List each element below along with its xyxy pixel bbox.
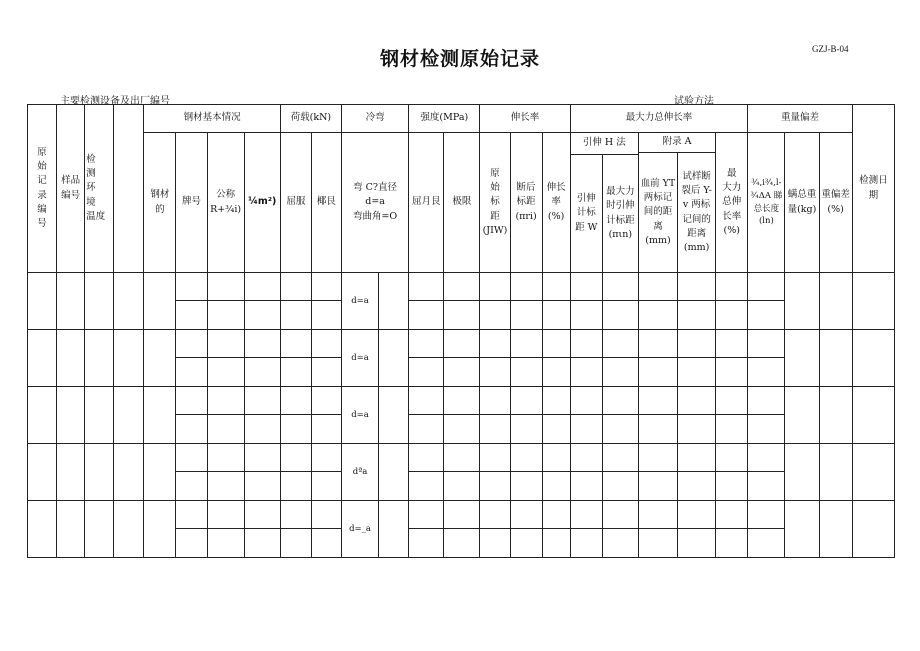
nominal-diameter-header: 公称 R+¾i) xyxy=(207,133,244,273)
after-gauge-cell[interactable] xyxy=(510,330,542,358)
sample-length-cell[interactable] xyxy=(748,472,785,501)
max-total-elongation-cell[interactable] xyxy=(716,273,748,301)
tensile-strength-header: 极限 xyxy=(444,133,480,273)
test-date-cell[interactable] xyxy=(852,273,894,330)
sample-length-cell[interactable] xyxy=(748,415,785,444)
area-cell[interactable] xyxy=(244,358,280,387)
after-distance-cell[interactable] xyxy=(678,501,716,529)
max-total-elongation-cell[interactable] xyxy=(716,472,748,501)
nominal-diameter-cell[interactable] xyxy=(207,529,244,558)
tensile-strength-cell[interactable] xyxy=(444,529,480,558)
original-gauge-header: 原 始 标 距(JIW) xyxy=(480,133,510,273)
tensile-strength-cell[interactable] xyxy=(444,472,480,501)
extensometer-gauge-cell[interactable] xyxy=(570,529,602,558)
after-distance-cell[interactable] xyxy=(678,529,716,558)
area-cell[interactable] xyxy=(244,472,280,501)
yield-strength-cell[interactable] xyxy=(409,330,444,358)
ultimate-load-cell[interactable] xyxy=(311,387,341,415)
sample-no-cell[interactable] xyxy=(57,273,85,330)
area-cell[interactable] xyxy=(244,444,280,472)
record-no-cell[interactable] xyxy=(28,273,57,330)
original-gauge-cell[interactable] xyxy=(480,273,510,301)
yield-load-cell[interactable] xyxy=(280,444,311,472)
yield-load-header: 屈服 xyxy=(280,133,311,273)
max-force-gauge-cell[interactable] xyxy=(602,358,638,387)
nominal-diameter-cell[interactable] xyxy=(207,358,244,387)
after-distance-cell[interactable] xyxy=(678,472,716,501)
tensile-strength-cell[interactable] xyxy=(444,387,480,415)
steel-cell[interactable] xyxy=(144,330,176,387)
sample-length-cell[interactable] xyxy=(748,273,785,301)
after-distance-cell[interactable] xyxy=(678,444,716,472)
max-force-gauge-cell[interactable] xyxy=(602,501,638,529)
yield-strength-cell[interactable] xyxy=(409,301,444,330)
steel-cell[interactable] xyxy=(144,501,176,558)
yield-strength-cell[interactable] xyxy=(409,273,444,301)
tensile-strength-cell[interactable] xyxy=(444,358,480,387)
record-no-cell[interactable] xyxy=(28,501,57,558)
test-date-cell[interactable] xyxy=(852,330,894,387)
extensometer-gauge-cell[interactable] xyxy=(570,472,602,501)
nominal-diameter-cell[interactable] xyxy=(207,444,244,472)
grade-cell[interactable] xyxy=(176,501,207,529)
area-cell[interactable] xyxy=(244,330,280,358)
tensile-strength-cell[interactable] xyxy=(444,444,480,472)
bend-result-cell[interactable] xyxy=(379,330,409,387)
blank-cell[interactable] xyxy=(114,444,144,501)
before-distance-cell[interactable] xyxy=(638,501,677,529)
record-table xyxy=(27,104,895,558)
before-distance-cell[interactable] xyxy=(638,387,677,415)
data-row xyxy=(28,330,895,358)
elongation-group-header: 伸长率 xyxy=(480,105,570,133)
weight-deviation-cell[interactable] xyxy=(819,444,852,501)
elongation-rate-cell[interactable] xyxy=(542,330,570,358)
bend-condition-header: 弯 C?直径 d=a 弯曲角=O xyxy=(341,133,408,273)
env-temp-header: 检 测 环 境 温度 xyxy=(85,105,114,273)
after-gauge-cell[interactable] xyxy=(510,415,542,444)
elongation-rate-cell[interactable] xyxy=(542,415,570,444)
yield-strength-cell[interactable] xyxy=(409,529,444,558)
sample-no-cell[interactable] xyxy=(57,387,85,444)
max-force-gauge-cell[interactable] xyxy=(602,387,638,415)
ultimate-load-cell[interactable] xyxy=(311,529,341,558)
yield-load-cell[interactable] xyxy=(280,501,311,529)
elongation-rate-cell[interactable] xyxy=(542,358,570,387)
original-gauge-cell[interactable] xyxy=(480,472,510,501)
ultimate-load-header: 椰艮 xyxy=(311,133,341,273)
tensile-strength-cell[interactable] xyxy=(444,501,480,529)
after-distance-cell[interactable] xyxy=(678,273,716,301)
elongation-rate-cell[interactable] xyxy=(542,501,570,529)
env-temp-cell[interactable] xyxy=(85,273,114,330)
grade-cell[interactable] xyxy=(176,273,207,301)
nominal-diameter-cell[interactable] xyxy=(207,415,244,444)
total-weight-cell[interactable] xyxy=(785,330,819,387)
weight-deviation-group-header: 重量偏差 xyxy=(748,105,852,133)
total-weight-cell[interactable] xyxy=(785,273,819,330)
tensile-strength-cell[interactable] xyxy=(444,301,480,330)
extensometer-gauge-cell[interactable] xyxy=(570,415,602,444)
sample-length-cell[interactable] xyxy=(748,358,785,387)
weight-deviation-cell[interactable] xyxy=(819,330,852,387)
test-date-header: 检测日 期 xyxy=(852,105,894,273)
record-no-header: 原 始 记 录 编 号 xyxy=(28,105,57,273)
grade-cell[interactable] xyxy=(176,358,207,387)
yield-load-cell[interactable] xyxy=(280,415,311,444)
yield-strength-cell[interactable] xyxy=(409,387,444,415)
bend-diameter-cell: d=_a xyxy=(341,501,378,558)
elongation-rate-cell[interactable] xyxy=(542,273,570,301)
test-method-label: 试验方法 xyxy=(674,96,714,107)
original-gauge-cell[interactable] xyxy=(480,387,510,415)
after-distance-cell[interactable] xyxy=(678,415,716,444)
original-gauge-cell[interactable] xyxy=(480,415,510,444)
total-weight-cell[interactable] xyxy=(785,501,819,558)
record-no-cell[interactable] xyxy=(28,330,57,387)
data-rows xyxy=(28,273,895,558)
area-cell[interactable] xyxy=(244,501,280,529)
after-gauge-cell[interactable] xyxy=(510,273,542,301)
max-total-elongation-cell[interactable] xyxy=(716,529,748,558)
sample-no-header: 样品 编号 xyxy=(57,105,85,273)
max-force-gauge-cell[interactable] xyxy=(602,330,638,358)
steel-header: 钢材 的 xyxy=(144,133,176,273)
after-gauge-cell[interactable] xyxy=(510,529,542,558)
ultimate-load-cell[interactable] xyxy=(311,472,341,501)
yield-strength-cell[interactable] xyxy=(409,415,444,444)
after-distance-header: 试样断 裂后 Y- v 两标 记间的 距离 (mm) xyxy=(678,153,716,273)
area-cell[interactable] xyxy=(244,273,280,301)
data-row xyxy=(28,273,895,301)
blank-header xyxy=(114,105,144,273)
form-code: GZJ-B-04 xyxy=(812,44,849,54)
bend-diameter-cell: d=a xyxy=(341,387,378,444)
sample-length-cell[interactable] xyxy=(748,529,785,558)
test-date-cell[interactable] xyxy=(852,444,894,501)
before-distance-cell[interactable] xyxy=(638,358,677,387)
max-total-elongation-cell[interactable] xyxy=(716,501,748,529)
ultimate-load-cell[interactable] xyxy=(311,501,341,529)
header-rows xyxy=(28,105,895,273)
before-distance-cell[interactable] xyxy=(638,301,677,330)
original-gauge-cell[interactable] xyxy=(480,444,510,472)
yield-load-cell[interactable] xyxy=(280,387,311,415)
max-force-gauge-cell[interactable] xyxy=(602,472,638,501)
after-distance-cell[interactable] xyxy=(678,387,716,415)
sample-length-header: ¾,i¾,l- ¾ΔA 睇 总长度 (ln) xyxy=(748,133,785,273)
nominal-diameter-cell[interactable] xyxy=(207,472,244,501)
yield-load-cell[interactable] xyxy=(280,301,311,330)
max-total-elongation-cell[interactable] xyxy=(716,387,748,415)
env-temp-cell[interactable] xyxy=(85,501,114,558)
bend-diameter-cell: d=a xyxy=(341,330,378,387)
area-cell[interactable] xyxy=(244,529,280,558)
yield-strength-cell[interactable] xyxy=(409,501,444,529)
grade-cell[interactable] xyxy=(176,529,207,558)
blank-cell[interactable] xyxy=(114,387,144,444)
total-weight-header: 螨总重 量(kg) xyxy=(785,133,819,273)
blank-cell[interactable] xyxy=(114,273,144,330)
after-gauge-cell[interactable] xyxy=(510,301,542,330)
max-total-elongation-cell[interactable] xyxy=(716,358,748,387)
sample-no-cell[interactable] xyxy=(57,444,85,501)
weight-deviation-cell[interactable] xyxy=(819,387,852,444)
bend-result-cell[interactable] xyxy=(379,444,409,501)
nominal-diameter-cell[interactable] xyxy=(207,501,244,529)
grade-cell[interactable] xyxy=(176,415,207,444)
after-gauge-cell[interactable] xyxy=(510,358,542,387)
extensometer-gauge-cell[interactable] xyxy=(570,301,602,330)
test-date-cell[interactable] xyxy=(852,387,894,444)
test-date-cell[interactable] xyxy=(852,501,894,558)
elongation-rate-cell[interactable] xyxy=(542,387,570,415)
tensile-strength-cell[interactable] xyxy=(444,330,480,358)
extensometer-gauge-cell[interactable] xyxy=(570,444,602,472)
max-force-gauge-cell[interactable] xyxy=(602,273,638,301)
ultimate-load-cell[interactable] xyxy=(311,444,341,472)
steel-basic-group-header: 钢材基本情况 xyxy=(144,105,280,133)
method-h-header: 引伸 H 法 xyxy=(570,133,638,155)
area-cell[interactable] xyxy=(244,387,280,415)
ultimate-load-cell[interactable] xyxy=(311,415,341,444)
area-header: ¼m²) xyxy=(244,133,280,273)
data-row xyxy=(28,444,895,472)
original-gauge-cell[interactable] xyxy=(480,501,510,529)
sample-length-cell[interactable] xyxy=(748,301,785,330)
after-distance-cell[interactable] xyxy=(678,301,716,330)
sample-length-cell[interactable] xyxy=(748,444,785,472)
before-distance-header: 血前 YT 两标记 间的距 离 (mm) xyxy=(638,153,677,273)
yield-load-cell[interactable] xyxy=(280,472,311,501)
sample-no-cell[interactable] xyxy=(57,330,85,387)
before-distance-cell[interactable] xyxy=(638,330,677,358)
total-weight-cell[interactable] xyxy=(785,387,819,444)
max-force-gauge-cell[interactable] xyxy=(602,415,638,444)
ultimate-load-cell[interactable] xyxy=(311,301,341,330)
max-total-elongation-header: 最 大力 总伸 长率 (%) xyxy=(716,133,748,273)
bend-diameter-cell: d=a xyxy=(341,273,378,330)
before-distance-cell[interactable] xyxy=(638,529,677,558)
weight-deviation-cell[interactable] xyxy=(819,501,852,558)
blank-cell[interactable] xyxy=(114,330,144,387)
max-total-elongation-cell[interactable] xyxy=(716,444,748,472)
bend-result-cell[interactable] xyxy=(379,501,409,558)
equipment-label: 主要检测设备及出厂编号 xyxy=(60,96,170,107)
nominal-diameter-cell[interactable] xyxy=(207,387,244,415)
before-distance-cell[interactable] xyxy=(638,415,677,444)
nominal-diameter-cell[interactable] xyxy=(207,330,244,358)
extensometer-gauge-cell[interactable] xyxy=(570,501,602,529)
original-gauge-cell[interactable] xyxy=(480,301,510,330)
sample-length-cell[interactable] xyxy=(748,501,785,529)
steel-cell[interactable] xyxy=(144,273,176,330)
max-force-elongation-group-header: 最大力总伸长率 xyxy=(570,105,748,133)
before-distance-cell[interactable] xyxy=(638,444,677,472)
original-gauge-cell[interactable] xyxy=(480,529,510,558)
page-title: 钢材检测原始记录 xyxy=(379,48,540,70)
extensometer-gauge-cell[interactable] xyxy=(570,273,602,301)
max-total-elongation-cell[interactable] xyxy=(716,301,748,330)
steel-cell[interactable] xyxy=(144,387,176,444)
load-group-header: 荷载(kN) xyxy=(280,105,341,133)
original-gauge-cell[interactable] xyxy=(480,330,510,358)
ultimate-load-cell[interactable] xyxy=(311,358,341,387)
data-row xyxy=(28,387,895,415)
strength-group-header: 强度(MPa) xyxy=(409,105,480,133)
appendix-a-header: 附录 A xyxy=(638,133,715,153)
yield-load-cell[interactable] xyxy=(280,330,311,358)
total-weight-cell[interactable] xyxy=(785,444,819,501)
record-no-cell[interactable] xyxy=(28,387,57,444)
after-gauge-cell[interactable] xyxy=(510,444,542,472)
sample-length-cell[interactable] xyxy=(748,387,785,415)
max-force-gauge-header: 最大力 时引伸 计标距 (πιn) xyxy=(602,155,638,273)
before-distance-cell[interactable] xyxy=(638,472,677,501)
nominal-diameter-cell[interactable] xyxy=(207,273,244,301)
bend-result-cell[interactable] xyxy=(379,387,409,444)
max-force-gauge-cell[interactable] xyxy=(602,529,638,558)
env-temp-cell[interactable] xyxy=(85,387,114,444)
extensometer-gauge-cell[interactable] xyxy=(570,330,602,358)
elongation-rate-cell[interactable] xyxy=(542,529,570,558)
env-temp-cell[interactable] xyxy=(85,330,114,387)
grade-cell[interactable] xyxy=(176,472,207,501)
sample-no-cell[interactable] xyxy=(57,501,85,558)
weight-deviation-header: 重偏差 (%) xyxy=(819,133,852,273)
extensometer-gauge-header: 引伸 计标 距 W xyxy=(570,155,602,273)
weight-deviation-cell[interactable] xyxy=(819,273,852,330)
ultimate-load-cell[interactable] xyxy=(311,330,341,358)
record-no-cell[interactable] xyxy=(28,444,57,501)
area-cell[interactable] xyxy=(244,415,280,444)
grade-cell[interactable] xyxy=(176,330,207,358)
extensometer-gauge-cell[interactable] xyxy=(570,387,602,415)
grade-cell[interactable] xyxy=(176,301,207,330)
elongation-rate-cell[interactable] xyxy=(542,444,570,472)
steel-cell[interactable] xyxy=(144,444,176,501)
bend-group-header: 冷弯 xyxy=(341,105,408,133)
tensile-strength-cell[interactable] xyxy=(444,415,480,444)
yield-load-cell[interactable] xyxy=(280,358,311,387)
max-total-elongation-cell[interactable] xyxy=(716,415,748,444)
yield-load-cell[interactable] xyxy=(280,273,311,301)
yield-load-cell[interactable] xyxy=(280,529,311,558)
yield-strength-header: 屈月艮 xyxy=(409,133,444,273)
extensometer-gauge-cell[interactable] xyxy=(570,358,602,387)
after-gauge-cell[interactable] xyxy=(510,387,542,415)
max-force-gauge-cell[interactable] xyxy=(602,301,638,330)
blank-cell[interactable] xyxy=(114,501,144,558)
yield-strength-cell[interactable] xyxy=(409,472,444,501)
after-distance-cell[interactable] xyxy=(678,358,716,387)
after-gauge-cell[interactable] xyxy=(510,501,542,529)
yield-strength-cell[interactable] xyxy=(409,444,444,472)
yield-strength-cell[interactable] xyxy=(409,358,444,387)
nominal-diameter-cell[interactable] xyxy=(207,301,244,330)
area-cell[interactable] xyxy=(244,301,280,330)
after-distance-cell[interactable] xyxy=(678,330,716,358)
elongation-rate-cell[interactable] xyxy=(542,472,570,501)
grade-cell[interactable] xyxy=(176,387,207,415)
tensile-strength-cell[interactable] xyxy=(444,273,480,301)
original-gauge-cell[interactable] xyxy=(480,358,510,387)
grade-header: 牌号 xyxy=(176,133,207,273)
elongation-rate-header: 伸长 率 (%) xyxy=(542,133,570,273)
elongation-rate-cell[interactable] xyxy=(542,301,570,330)
data-row xyxy=(28,501,895,529)
grade-cell[interactable] xyxy=(176,444,207,472)
after-fracture-gauge-header: 断后 标距 (πri) xyxy=(510,133,542,273)
max-total-elongation-cell[interactable] xyxy=(716,330,748,358)
max-force-gauge-cell[interactable] xyxy=(602,444,638,472)
env-temp-cell[interactable] xyxy=(85,444,114,501)
bend-result-cell[interactable] xyxy=(379,273,409,330)
bend-diameter-cell: dªa xyxy=(341,444,378,501)
before-distance-cell[interactable] xyxy=(638,273,677,301)
ultimate-load-cell[interactable] xyxy=(311,273,341,301)
after-gauge-cell[interactable] xyxy=(510,472,542,501)
sample-length-cell[interactable] xyxy=(748,330,785,358)
